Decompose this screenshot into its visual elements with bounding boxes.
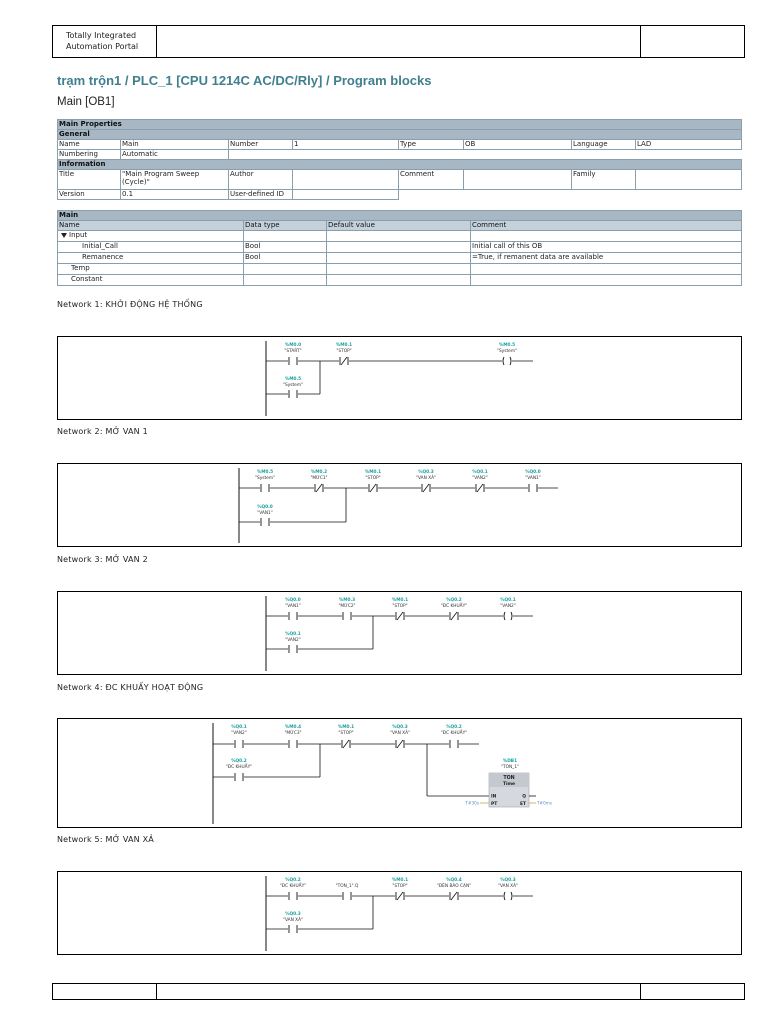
contact-address: %M0.1 <box>335 343 353 348</box>
contact-address: %M0.1 <box>391 598 409 603</box>
contact-address: %M0.2 <box>310 470 328 475</box>
rung-wire <box>239 488 558 522</box>
contact-tag: "MỨC2" <box>338 604 356 609</box>
contact-tag: "VAN XẢ" <box>415 476 437 481</box>
empty-cell <box>244 264 327 275</box>
family-label: Family <box>572 170 636 190</box>
language-value: LAD <box>636 140 742 150</box>
contact-tag: "ĐC KHUẤY" <box>279 884 307 889</box>
contact-address: %Q0.0 <box>257 505 273 510</box>
var-name: Initial_Call <box>58 242 244 253</box>
coil-tag: "System" <box>497 349 517 354</box>
contact-address: %Q0.3 <box>418 470 434 475</box>
author-label: Author <box>229 170 293 190</box>
timer-et-value: T#0ms <box>537 800 552 806</box>
rung-wire <box>213 744 489 796</box>
network-4-ladder <box>58 719 743 829</box>
type-value: OB <box>464 140 572 150</box>
contact-tag: "ĐC KHUẤY" <box>440 731 468 736</box>
network-2-box <box>57 463 742 547</box>
timer-instance: "TON_1" <box>500 765 520 770</box>
coil-tag: "VAN2" <box>500 604 516 609</box>
contact-no <box>441 724 467 748</box>
network-2-ladder <box>58 464 743 548</box>
network-5-ladder <box>58 872 743 956</box>
timer-type: TON <box>503 776 515 781</box>
contact-tag: "MỨC3" <box>284 731 302 736</box>
contact-address: %Q0.1 <box>231 725 247 730</box>
network-4-box <box>57 718 742 828</box>
header-divider-right <box>640 25 641 58</box>
contact-address: %M0.0 <box>284 343 302 348</box>
contact-nc <box>441 597 467 620</box>
coil-address: %Q0.1 <box>500 598 516 603</box>
udid-label: User-defined ID <box>229 190 293 200</box>
contact-nc <box>472 469 488 492</box>
version-label: Version <box>58 190 121 200</box>
contact-tag: "ĐÈN BÁO CẠN" <box>436 884 472 889</box>
comment-label: Comment <box>399 170 464 190</box>
contact-no <box>257 504 273 526</box>
temp-section-label: Temp <box>58 264 244 275</box>
numbering-value: Automatic <box>121 150 229 160</box>
empty-cell <box>244 231 327 242</box>
timer-q-pin: Q <box>522 794 526 800</box>
var-comment: =True, if remanent data are available <box>471 253 742 264</box>
number-value: 1 <box>293 140 399 150</box>
contact-tag: "STOP" <box>338 731 354 736</box>
contact-tag: "VAN2" <box>472 476 488 481</box>
network-3-box <box>57 591 742 675</box>
contact-no <box>231 724 247 748</box>
block-title: Main [OB1] <box>57 96 115 108</box>
contact-no <box>284 724 301 748</box>
contact-address: %Q0.3 <box>392 725 408 730</box>
contact-nc <box>365 469 381 492</box>
empty-cell <box>327 264 471 275</box>
contact-tag: "ĐC KHUẤY" <box>440 604 468 609</box>
contact-tag: "VAN2" <box>231 731 247 736</box>
title-value: "Main Program Sweep (Cycle)" <box>121 170 229 190</box>
udid-value <box>293 190 399 200</box>
network-3-title: Network 3: MỞ VAN 2 <box>57 555 148 564</box>
main-properties-header: Main Properties <box>58 120 742 130</box>
contact-address: %M0.5 <box>256 470 274 475</box>
contact-address: %Q0.0 <box>525 470 541 475</box>
contact-tag: "STOP" <box>392 884 408 889</box>
coil <box>500 597 516 620</box>
footer-divider-left <box>156 983 157 1000</box>
coil-address: %Q0.3 <box>500 878 516 883</box>
contact-address: %M0.5 <box>284 377 302 382</box>
contact-address: %M0.1 <box>391 878 409 883</box>
contact-nc <box>390 724 410 748</box>
contact-nc <box>392 597 408 620</box>
empty-cell <box>327 275 471 286</box>
product-line-1: Totally Integrated <box>66 31 137 40</box>
contact-nc <box>437 877 471 900</box>
contact-nc <box>310 469 327 492</box>
col-name: Name <box>58 221 244 231</box>
empty-cell <box>471 231 742 242</box>
contact-tag: "TON_1".Q <box>335 884 359 889</box>
input-section-label: Input <box>69 231 88 239</box>
contact-tag: "START" <box>284 349 302 354</box>
contact-no <box>255 469 275 492</box>
var-default <box>327 242 471 253</box>
contact-no <box>280 877 306 900</box>
comment-value <box>464 170 572 190</box>
contact-nc <box>336 342 352 365</box>
contact-address: %Q0.3 <box>285 912 301 917</box>
contact-tag: "STOP" <box>336 349 352 354</box>
var-name: Remanence <box>58 253 244 264</box>
language-label: Language <box>572 140 636 150</box>
contact-address: %Q0.2 <box>231 759 247 764</box>
empty-cell <box>399 190 742 200</box>
project-path-title: trạm trộn1 / PLC_1 [CPU 1214C AC/DC/Rly] / Program blocks <box>57 73 432 88</box>
contact-address: %Q0.0 <box>285 598 301 603</box>
network-3-ladder <box>58 592 743 676</box>
input-section-row[interactable] <box>58 231 244 242</box>
var-type: Bool <box>244 253 327 264</box>
contact-no <box>285 597 301 620</box>
timer-pt-value: T#30s <box>465 800 479 806</box>
contact-no <box>283 911 303 933</box>
network-2-title: Network 2: MỞ VAN 1 <box>57 427 148 436</box>
rung-wire <box>266 361 533 394</box>
contact-tag: "System" <box>255 476 275 481</box>
timer-pt-pin: PT <box>491 802 498 807</box>
contact-address: %Q0.2 <box>446 598 462 603</box>
network-5-box <box>57 871 742 955</box>
timer-in-pin: IN <box>491 794 497 800</box>
version-value: 0.1 <box>121 190 229 200</box>
contact-tag: "STOP" <box>365 476 381 481</box>
empty-cell <box>471 264 742 275</box>
contact-address: %Q0.4 <box>446 878 462 883</box>
main-properties-table <box>57 119 742 200</box>
contact-no <box>284 342 301 365</box>
contact-tag: "VAN2" <box>285 638 301 643</box>
timer-subtype: Time <box>502 782 516 787</box>
contact-tag: "VAN XẢ" <box>282 918 304 923</box>
name-value: Main <box>121 140 229 150</box>
number-label: Number <box>229 140 293 150</box>
collapse-triangle-icon[interactable] <box>61 233 67 238</box>
var-type: Bool <box>244 242 327 253</box>
network-1-ladder <box>58 337 743 421</box>
block-interface-table <box>57 210 742 286</box>
contact-address: %Q0.1 <box>285 632 301 637</box>
contact-address: %M0.1 <box>364 470 382 475</box>
footer-divider-right <box>640 983 641 1000</box>
col-comment: Comment <box>471 221 742 231</box>
empty-cell <box>244 275 327 286</box>
network-1-box <box>57 336 742 420</box>
contact-address: %M0.4 <box>284 725 302 730</box>
contact-tag: "VAN XẢ" <box>389 731 411 736</box>
contact-address: %Q0.2 <box>285 878 301 883</box>
contact-tag: "VAN1" <box>285 604 301 609</box>
contact-nc <box>392 877 408 900</box>
contact-address: %Q0.2 <box>446 725 462 730</box>
author-value <box>293 170 399 190</box>
timer-address: %DB1 <box>502 759 518 764</box>
contact-tag: "STOP" <box>392 604 408 609</box>
contact-no <box>525 469 541 492</box>
coil <box>498 877 518 900</box>
coil-address: %M0.5 <box>498 343 516 348</box>
contact-tag: "System" <box>283 383 303 388</box>
family-value <box>636 170 742 190</box>
network-1-title: Network 1: KHỞI ĐỘNG HỆ THỐNG <box>57 300 203 309</box>
contact-no <box>336 883 359 900</box>
product-line-2: Automation Portal <box>66 42 139 51</box>
product-name <box>52 28 170 52</box>
contact-no <box>285 631 301 653</box>
constant-section-label: Constant <box>58 275 244 286</box>
contact-nc <box>338 724 354 748</box>
contact-no <box>338 597 355 620</box>
network-5-title: Network 5: MỞ VAN XẢ <box>57 835 154 844</box>
rung-wire <box>266 616 533 649</box>
information-header: Information <box>58 160 742 170</box>
contact-no <box>226 758 252 781</box>
contact-tag: "VAN1" <box>525 476 541 481</box>
network-4-title: Network 4: ĐC KHUẤY HOẠT ĐỘNG <box>57 683 204 692</box>
empty-cell <box>229 150 742 160</box>
interface-header: Main <box>58 211 742 221</box>
empty-cell <box>471 275 742 286</box>
coil <box>497 342 517 365</box>
var-comment: Initial call of this OB <box>471 242 742 253</box>
coil-tag: "VAN XẢ" <box>497 884 519 889</box>
numbering-label: Numbering <box>58 150 121 160</box>
contact-tag: "MỨC1" <box>310 476 328 481</box>
contact-address: %Q0.1 <box>472 470 488 475</box>
contact-address: %M0.1 <box>337 725 355 730</box>
contact-nc <box>416 469 436 492</box>
contact-no <box>283 376 303 398</box>
col-data-type: Data type <box>244 221 327 231</box>
contact-address: %M0.3 <box>338 598 356 603</box>
empty-cell <box>327 231 471 242</box>
ton-timer-block <box>464 758 552 807</box>
type-label: Type <box>399 140 464 150</box>
var-default <box>327 253 471 264</box>
timer-et-pin: ET <box>520 802 526 807</box>
rung-wire <box>266 896 533 929</box>
contact-tag: "VAN1" <box>257 511 273 516</box>
title-label: Title <box>58 170 121 190</box>
contact-tag: "ĐC KHUẤY" <box>225 765 253 770</box>
name-label: Name <box>58 140 121 150</box>
general-header: General <box>58 130 742 140</box>
col-default-value: Default value <box>327 221 471 231</box>
